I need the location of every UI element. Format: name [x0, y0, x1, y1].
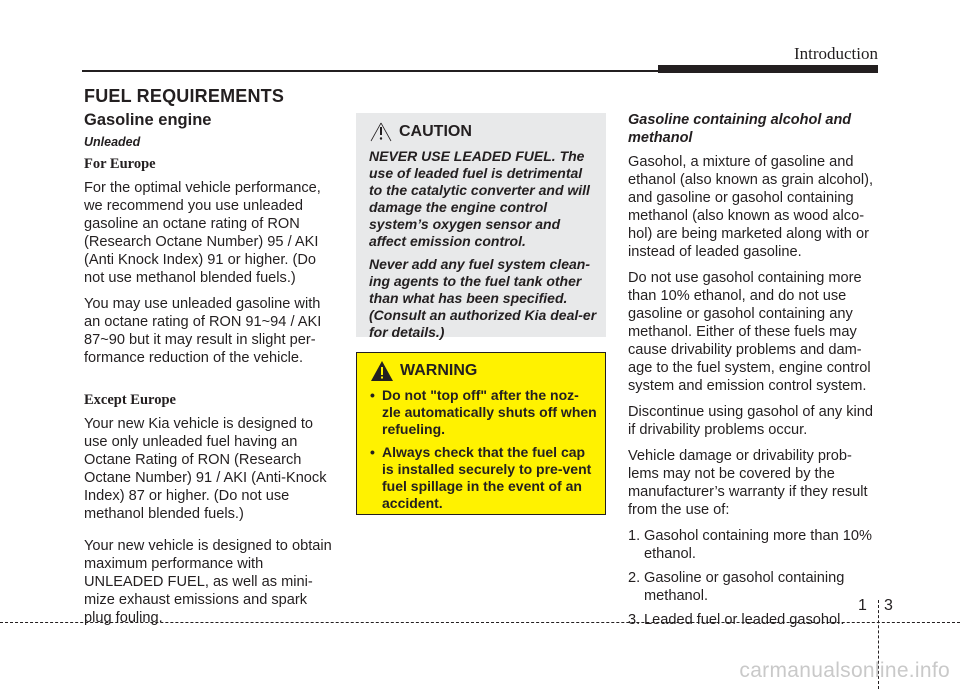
page-header-title: Introduction [793, 44, 878, 63]
watermark[interactable]: carmanualsonline.info [739, 659, 950, 682]
warning-item-text: Do not "top off" after the noz-zle automatically shuts off when refueling. [382, 387, 597, 437]
caution-box [356, 113, 606, 340]
caution-triangle-icon [369, 121, 393, 143]
list-text: Leaded fuel or leaded gasohol. [644, 612, 845, 628]
unleaded-subheading: Unleaded [84, 135, 141, 149]
warning-title: WARNING [400, 362, 478, 379]
page-number: 3 [884, 597, 893, 614]
warning-item: • Always check that the fuel cap is installed securely to pre-vent fuel spillage in the event of an accident. [370, 444, 597, 512]
caution-paragraph-2: Never add any fuel system clean-ing agents to the fuel tank other than what has been specified. (Consult an authorized Kia deal-er for details.) [369, 256, 597, 340]
chapter-number: 1 [858, 597, 867, 614]
list-number: 1. [628, 528, 641, 544]
for-europe-label: For Europe [84, 156, 156, 172]
except-europe-paragraph-1: Your new Kia vehicle is designed to use only unleaded fuel having an Octane Rating of RON (Research Octane Number) 91 / AKI (Anti-Knock Index) 87 or higher. (Do not use methanol blended fuels.) [84, 416, 327, 522]
footer-rule [0, 622, 960, 623]
list-text: Gasoline or gasohol containing methanol. [644, 570, 845, 604]
europe-paragraph-1: For the optimal vehicle performance, we recommend you use unleaded gasoline an octane rating of RON (Research Octane Number) 95 / AKI (Anti Knock Index) 91 or higher. (Do not use methanol blended fuels.) [84, 180, 321, 286]
list-item [628, 527, 878, 563]
caution-title: CAUTION [399, 123, 472, 140]
section-title: FUEL REQUIREMENTS [84, 86, 285, 106]
list-item [628, 569, 878, 605]
warning-box [356, 352, 606, 515]
gasohol-paragraph-4: Vehicle damage or drivability prob-lems may not be covered by the manufacturer’s warranty if they result from the use of: [628, 448, 868, 518]
list-number: 2. [628, 570, 641, 586]
warning-triangle-icon [370, 360, 394, 382]
except-europe-paragraph-2: Your new vehicle is designed to obtain maximum performance with UNLEADED FUEL, as well as mini-mize exhaust emissions and spark plug fouling. [84, 538, 332, 626]
header-rule-tab [658, 65, 878, 73]
list-text: Gasohol containing more than 10% ethanol. [644, 528, 872, 562]
list-item [628, 611, 878, 629]
except-europe-label: Except Europe [84, 392, 176, 408]
caution-paragraph-1: NEVER USE LEADED FUEL. The use of leaded fuel is detrimental to the catalytic converter and will damage the engine control system’s oxygen sensor and affect emission control. [369, 148, 590, 249]
list-number: 3. [628, 612, 641, 628]
gasohol-paragraph-3: Discontinue using gasohol of any kind if drivability problems occur. [628, 404, 874, 438]
header-rule [82, 70, 662, 72]
right-column [628, 111, 878, 635]
europe-paragraph-2: You may use unleaded gasoline with an octane rating of RON 91~94 / AKI 87~90 but it may result in slight per-formance reduction of the vehicle. [84, 296, 322, 366]
warning-list [370, 387, 597, 512]
gasohol-paragraph-1: Gasohol, a mixture of gasoline and ethanol (also known as grain alcohol), and gasoline or gasohol containing methanol (also known as wood alco-hol) are being marketed along with or instead of leaded gasoline. [628, 154, 873, 260]
warning-item: • Do not "top off" after the noz-zle automatically shuts off when refueling. [370, 387, 597, 437]
warning-item-text: Always check that the fuel cap is installed securely to pre-vent fuel spillage in the event of an accident. [382, 444, 592, 511]
gasohol-paragraph-2: Do not use gasohol containing more than 10% ethanol, and do not use gasoline or gasohol containing any methanol. Either of these fuels may cause drivability problems and dam-age to the fuel system, engine control system and emission control system. [628, 270, 871, 394]
gasoline-engine-heading: Gasoline engine [84, 111, 212, 129]
left-column [84, 111, 336, 635]
alcohol-methanol-heading: Gasoline containing alcohol and methanol [628, 112, 852, 146]
